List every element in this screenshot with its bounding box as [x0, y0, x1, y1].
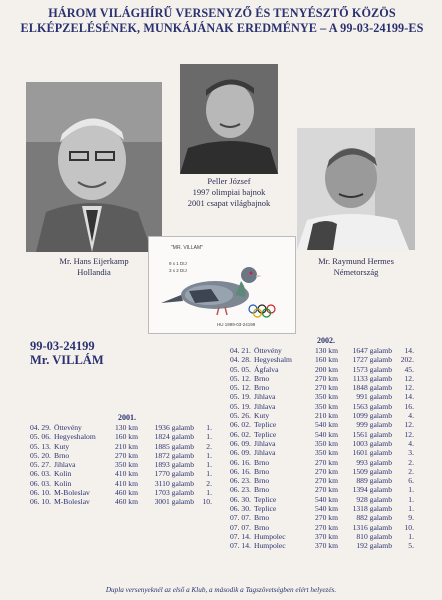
result-row [230, 402, 414, 411]
result-row [230, 439, 414, 448]
race-date: 04. 21. [230, 346, 251, 355]
caption-raymund-hermes [297, 256, 415, 278]
result-row [30, 497, 212, 506]
race-place: 16. [404, 401, 414, 411]
caption-title-2: 2001 csapat világbajnok [187, 198, 271, 208]
race-place: 12. [404, 373, 414, 383]
race-location: Brno [254, 383, 270, 393]
page-heading [12, 6, 432, 36]
bird-name: Mr. VILLÁM [30, 353, 104, 367]
result-row [230, 467, 414, 476]
result-row [230, 392, 414, 401]
result-row [230, 523, 414, 532]
race-location: Jihlava [254, 392, 276, 402]
race-location: Jihlava [254, 438, 276, 448]
race-distance: 460 km [115, 497, 138, 507]
race-birds: 1872 galamb [154, 450, 194, 460]
race-date: 04. 28. [230, 355, 251, 365]
race-location: Kolin [54, 469, 72, 479]
race-place: 12. [404, 429, 414, 439]
race-birds: 1893 galamb [154, 460, 194, 470]
race-distance: 270 km [115, 450, 138, 460]
race-location: Brno [254, 513, 270, 523]
race-date: 06. 30. [230, 504, 251, 514]
race-birds: 3110 galamb [154, 478, 194, 488]
result-row [30, 479, 212, 488]
race-distance: 350 km [315, 401, 338, 411]
race-date: 07. 14. [230, 541, 251, 551]
race-date: 06. 03. [30, 469, 51, 479]
race-date: 05. 12. [230, 383, 251, 393]
race-location: Brno [254, 457, 270, 467]
race-birds: 1394 galamb [352, 485, 392, 495]
race-birds: 1099 galamb [352, 411, 392, 421]
results-table-2001 [30, 423, 212, 507]
race-place: 1. [408, 531, 414, 541]
race-date: 06. 09. [230, 438, 251, 448]
race-distance: 350 km [315, 438, 338, 448]
result-row [230, 476, 414, 485]
race-birds: 993 galamb [356, 457, 392, 467]
race-distance: 460 km [115, 488, 138, 498]
race-distance: 270 km [315, 513, 338, 523]
race-date: 06. 02. [230, 429, 251, 439]
result-row [230, 504, 414, 513]
result-row [230, 374, 414, 383]
race-place: 1. [408, 494, 414, 504]
result-row [230, 411, 414, 420]
results-table-2002 [230, 346, 414, 551]
season-2001-title: 2001. [118, 413, 136, 422]
pigeon-photo-card [148, 236, 296, 334]
race-date: 07. 07. [230, 513, 251, 523]
race-birds: 1647 galamb [352, 346, 392, 355]
race-birds: 889 galamb [356, 476, 392, 486]
race-date: 04. 29. [30, 423, 51, 432]
race-location: Brno [254, 373, 270, 383]
race-place: 14. [404, 346, 414, 355]
race-location: Teplice [254, 420, 277, 430]
race-date: 06. 02. [230, 420, 251, 430]
race-distance: 210 km [115, 441, 138, 451]
race-birds: 1936 galamb [154, 423, 194, 432]
race-place: 3. [408, 448, 414, 458]
race-place: 202. [400, 355, 414, 365]
race-date: 06. 03. [30, 478, 51, 488]
result-row [230, 383, 414, 392]
race-distance: 540 km [315, 504, 338, 514]
race-place: 1. [206, 469, 212, 479]
race-location: M-Boleslav [54, 497, 90, 507]
caption-name: Peller József [207, 176, 251, 186]
race-location: Jihlava [54, 460, 76, 470]
race-distance: 370 km [315, 541, 338, 551]
race-location: Brno [54, 450, 70, 460]
race-distance: 350 km [115, 460, 138, 470]
race-location: M-Boleslav [54, 488, 90, 498]
race-location: Hegyeshalm [254, 355, 292, 365]
race-birds: 1824 galamb [154, 432, 194, 442]
race-location: Brno [254, 485, 270, 495]
caption-peller-jozsef [170, 176, 288, 209]
race-birds: 1133 galamb [352, 373, 392, 383]
race-distance: 160 km [115, 432, 138, 442]
race-birds: 1848 galamb [352, 383, 392, 393]
race-date: 05. 05. [230, 364, 251, 374]
result-row [30, 469, 212, 478]
race-place: 1. [206, 423, 212, 432]
race-birds: 1316 galamb [352, 522, 392, 532]
heading-line-1: HÁROM VILÁGHÍRŰ VERSENYZŐ ÉS TENYÉSZTŐ KÖZÖS [48, 6, 396, 20]
race-location: Hegyeshalom [54, 432, 96, 442]
race-distance: 200 km [315, 364, 338, 374]
race-distance: 270 km [315, 457, 338, 467]
result-row [230, 458, 414, 467]
photo-peller-jozsef [180, 64, 278, 174]
race-place: 1. [206, 450, 212, 460]
race-date: 06. 10. [30, 497, 51, 507]
race-place: 2. [408, 457, 414, 467]
race-distance: 270 km [315, 522, 338, 532]
race-birds: 991 galamb [356, 392, 392, 402]
race-birds: 192 galamb [356, 541, 392, 551]
race-date: 05. 19. [230, 401, 251, 411]
result-row [230, 485, 414, 494]
race-date: 07. 07. [230, 522, 251, 532]
heading-line-2: ELKÉPZELÉSÉNEK, MUNKÁJÁNAK EREDMÉNYE – A 99-03-24199-ES [20, 21, 424, 35]
race-date: 05. 27. [30, 460, 51, 470]
race-location: Teplice [254, 429, 277, 439]
result-row [30, 460, 212, 469]
race-place: 1. [408, 485, 414, 495]
race-date: 05. 13. [30, 441, 51, 451]
olympic-rings-logo [249, 305, 275, 317]
result-row [30, 432, 212, 441]
result-row [230, 448, 414, 457]
caption-title-1: 1997 olimpiai bajnok [192, 187, 266, 197]
result-row [30, 488, 212, 497]
caption-name: Mr. Hans Eijerkamp [59, 256, 129, 266]
result-row [230, 513, 414, 522]
race-date: 06. 23. [230, 485, 251, 495]
photo-raymund-hermes [297, 128, 415, 250]
race-location: Teplice [254, 494, 277, 504]
result-row [30, 451, 212, 460]
race-place: 1. [206, 432, 212, 442]
race-place: 10. [404, 522, 414, 532]
race-birds: 1601 galamb [352, 448, 392, 458]
result-row [230, 365, 414, 374]
race-distance: 270 km [315, 476, 338, 486]
race-place: 1. [408, 504, 414, 514]
race-distance: 210 km [315, 411, 338, 421]
bird-ring-number: 99-03-24199 [30, 339, 95, 353]
pigeon-illustration [161, 267, 262, 315]
race-place: 12. [404, 383, 414, 393]
race-distance: 410 km [115, 478, 138, 488]
race-location: Kuty [54, 441, 70, 451]
footnote: Dupla versenyeknél az első a Klub, a második a Tagszövetségben elért helyezés. [105, 586, 337, 594]
race-date: 05. 19. [230, 392, 251, 402]
race-birds: 882 galamb [356, 513, 392, 523]
race-location: Humpolec [254, 531, 286, 541]
race-date: 07. 14. [230, 531, 251, 541]
result-row [230, 420, 414, 429]
race-birds: 1003 galamb [352, 438, 392, 448]
race-date: 06. 16. [230, 457, 251, 467]
race-place: 2. [408, 466, 414, 476]
race-date: 06. 10. [30, 488, 51, 498]
card-stat-1: 9 x 1 DIJ [169, 261, 187, 266]
race-birds: 1563 galamb [352, 401, 392, 411]
race-location: Jihlava [254, 448, 276, 458]
race-place: 9. [408, 513, 414, 523]
race-location: Brno [254, 522, 270, 532]
result-row [230, 541, 414, 550]
result-row [30, 442, 212, 451]
race-place: 2. [206, 478, 212, 488]
season-2002-title: 2002. [317, 336, 335, 345]
card-title: "MR. VILLAM" [171, 245, 203, 251]
race-date: 06. 16. [230, 466, 251, 476]
result-row [230, 532, 414, 541]
race-distance: 130 km [315, 346, 338, 355]
race-location: Öttevény [54, 423, 82, 432]
card-stat-2: 3 x 2 DIJ [169, 268, 187, 273]
race-birds: 1770 galamb [154, 469, 194, 479]
race-location: Brno [254, 476, 270, 486]
race-place: 10. [202, 497, 212, 507]
card-ring-number: HU 1999-03-24199 [217, 322, 256, 327]
race-distance: 350 km [315, 392, 338, 402]
result-row [230, 355, 414, 364]
race-distance: 160 km [315, 355, 338, 365]
race-birds: 3001 galamb [154, 497, 194, 507]
race-location: Jihlava [254, 401, 276, 411]
race-date: 06. 23. [230, 476, 251, 486]
race-date: 06. 30. [230, 494, 251, 504]
race-place: 4. [408, 411, 414, 421]
race-birds: 1703 galamb [154, 488, 194, 498]
race-place: 12. [404, 420, 414, 430]
race-location: Brno [254, 466, 270, 476]
race-distance: 270 km [315, 383, 338, 393]
result-row [30, 423, 212, 432]
race-date: 05. 12. [230, 373, 251, 383]
race-place: 1. [206, 460, 212, 470]
race-birds: 928 galamb [356, 494, 392, 504]
race-date: 06. 09. [230, 448, 251, 458]
race-date: 05. 06. [30, 432, 51, 442]
race-birds: 1727 galamb [352, 355, 392, 365]
race-location: Teplice [254, 504, 277, 514]
race-distance: 370 km [315, 531, 338, 541]
race-distance: 540 km [315, 494, 338, 504]
race-location: Humpolec [254, 541, 286, 551]
result-row [230, 430, 414, 439]
race-place: 1. [206, 488, 212, 498]
race-place: 6. [408, 476, 414, 486]
race-distance: 270 km [315, 485, 338, 495]
race-location: Öttevény [254, 346, 282, 355]
race-distance: 350 km [315, 448, 338, 458]
race-birds: 999 galamb [356, 420, 392, 430]
caption-country: Hollandia [77, 267, 111, 277]
race-place: 4. [408, 438, 414, 448]
race-distance: 130 km [115, 423, 138, 432]
caption-country: Németország [333, 267, 379, 277]
caption-hans-eijerkamp [26, 256, 162, 278]
race-distance: 410 km [115, 469, 138, 479]
race-birds: 1318 galamb [352, 504, 392, 514]
race-birds: 1885 galamb [154, 441, 194, 451]
race-date: 05. 20. [30, 450, 51, 460]
race-location: Kuty [254, 411, 270, 421]
race-place: 14. [404, 392, 414, 402]
race-place: 5. [408, 541, 414, 551]
race-distance: 540 km [315, 429, 338, 439]
race-location: Kolin [54, 478, 72, 488]
race-date: 05. 26. [230, 411, 251, 421]
race-place: 45. [404, 364, 414, 374]
race-birds: 1509 galamb [352, 466, 392, 476]
caption-name: Mr. Raymund Hermes [318, 256, 394, 266]
race-place: 2. [206, 441, 212, 451]
race-birds: 1573 galamb [352, 364, 392, 374]
result-row [230, 495, 414, 504]
race-birds: 1561 galamb [352, 429, 392, 439]
result-row [230, 346, 414, 355]
race-location: Ágfalva [254, 364, 279, 374]
race-distance: 270 km [315, 373, 338, 383]
race-distance: 270 km [315, 466, 338, 476]
photo-hans-eijerkamp [26, 82, 162, 252]
race-distance: 540 km [315, 420, 338, 430]
race-birds: 810 galamb [356, 531, 392, 541]
